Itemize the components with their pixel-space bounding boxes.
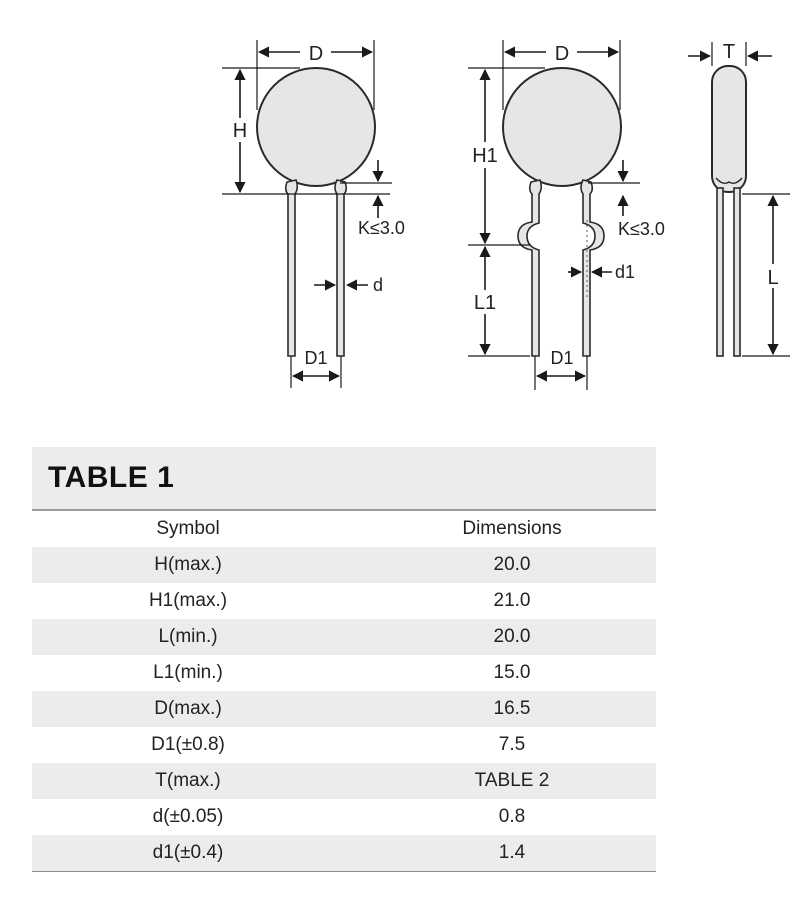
table-row xyxy=(32,547,656,583)
d1-lead-label: d1 xyxy=(615,262,636,282)
table-row xyxy=(32,763,656,799)
row-symbol: H1(max.) xyxy=(148,590,228,611)
d-label: D xyxy=(308,43,324,65)
table-title: TABLE 1 xyxy=(48,461,175,494)
t-label: T xyxy=(722,41,736,63)
row-symbol: H(max.) xyxy=(154,554,222,575)
k-label: K≤3.0 xyxy=(358,218,405,238)
table-header xyxy=(32,447,656,509)
left-lead xyxy=(286,180,298,356)
front-view-straight-leads xyxy=(222,40,405,388)
d1-label-mid: D1 xyxy=(550,348,574,368)
row-value: 20.0 xyxy=(493,626,531,647)
k-label-mid: K≤3.0 xyxy=(618,219,665,239)
right-lead xyxy=(335,180,346,356)
kinked-right-lead xyxy=(581,180,604,356)
side-body xyxy=(712,66,746,192)
disc-body xyxy=(257,68,375,186)
row-symbol: L1(min.) xyxy=(153,662,223,683)
table-bottom-rule xyxy=(32,871,656,872)
l1-label: L1 xyxy=(473,292,497,314)
side-view xyxy=(688,41,790,356)
table-row xyxy=(32,691,656,727)
component-dimension-drawing xyxy=(0,0,800,420)
row-value: TABLE 2 xyxy=(474,770,550,791)
l-label: L xyxy=(767,267,779,289)
table-row xyxy=(32,583,656,619)
front-view-kinked-leads xyxy=(468,40,665,390)
row-value: 21.0 xyxy=(493,590,531,611)
row-value: 16.5 xyxy=(493,698,531,719)
kinked-left-lead xyxy=(518,180,541,356)
row-symbol: d1(±0.4) xyxy=(152,842,224,863)
h1-label: H1 xyxy=(472,145,498,167)
d1-label-left: D1 xyxy=(304,348,328,368)
row-symbol: L(min.) xyxy=(158,626,218,647)
row-value: 15.0 xyxy=(493,662,531,683)
disc-body-mid xyxy=(503,68,621,186)
dimension-table xyxy=(32,447,656,872)
table-row xyxy=(32,799,656,835)
row-symbol: T(max.) xyxy=(155,770,221,791)
row-value: 20.0 xyxy=(493,554,531,575)
row-value: 1.4 xyxy=(498,842,526,863)
d-lead-label: d xyxy=(373,275,384,295)
d-label-mid: D xyxy=(554,43,570,65)
row-symbol: d(±0.05) xyxy=(152,806,224,827)
row-symbol: D(max.) xyxy=(154,698,222,719)
symbol-column-header: Symbol xyxy=(156,518,220,539)
row-value: 7.5 xyxy=(498,734,526,755)
table-row xyxy=(32,835,656,871)
table-row xyxy=(32,655,656,691)
side-lead-left xyxy=(717,188,723,356)
table-column-headers xyxy=(32,511,656,547)
row-value: 0.8 xyxy=(498,806,526,827)
table-row xyxy=(32,619,656,655)
table-row xyxy=(32,727,656,763)
h-label: H xyxy=(232,120,248,142)
side-lead-right xyxy=(734,188,740,356)
dimensions-column-header: Dimensions xyxy=(462,518,562,539)
row-symbol: D1(±0.8) xyxy=(151,734,225,755)
